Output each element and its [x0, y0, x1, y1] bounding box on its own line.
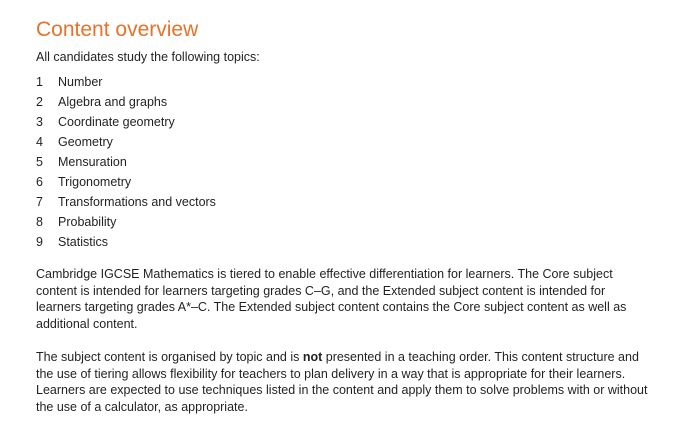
paragraph-line	[36, 349, 666, 366]
topic-label: Mensuration	[58, 155, 127, 169]
topic-label: Trigonometry	[58, 175, 132, 189]
list-item	[36, 172, 216, 192]
paragraph-line: additional content.	[36, 316, 138, 331]
topic-label: Coordinate geometry	[58, 115, 175, 129]
topic-label: Geometry	[58, 135, 113, 149]
list-item	[36, 232, 216, 252]
text-run: presented in a teaching order. This content structure and	[322, 350, 639, 364]
topic-number: 4	[36, 135, 43, 149]
paragraph-line: learners targeting grades A*–C. The Extended subject content contains the Core subject content as well as	[36, 300, 627, 314]
topic-number: 7	[36, 195, 43, 209]
tiering-paragraph	[36, 266, 666, 332]
page-title: Content overview	[36, 18, 199, 41]
topic-label: Transformations and vectors	[58, 195, 216, 209]
topic-number: 9	[36, 235, 43, 249]
topic-label: Probability	[58, 215, 117, 229]
topic-number: 3	[36, 115, 43, 129]
paragraph-line: the use of a calculator, as appropriate.	[36, 399, 248, 414]
list-item	[36, 112, 216, 132]
paragraph-line: the use of tiering allows flexibility for teachers to plan delivery in a way that is appropriate for their learners.	[36, 366, 626, 381]
topic-label: Statistics	[58, 235, 109, 249]
list-item	[36, 192, 216, 212]
topic-number: 2	[36, 95, 43, 109]
paragraph-line: content is intended for learners targeting grades C–G, and the Extended subject content is intended for	[36, 283, 606, 298]
paragraph-line: Cambridge IGCSE Mathematics is tiered to enable effective differentiation for learners. The Core subject	[36, 267, 613, 281]
structure-paragraph	[36, 349, 666, 415]
list-item	[36, 92, 216, 112]
topic-list	[36, 72, 216, 252]
emphasis-not: not	[302, 350, 323, 364]
intro-text: All candidates study the following topics:	[36, 50, 260, 64]
topic-number: 5	[36, 155, 43, 169]
topic-label: Number	[58, 75, 103, 89]
topic-label: Algebra and graphs	[58, 95, 168, 109]
paragraph-line: Learners are expected to use techniques listed in the content and apply them to solve problems with or without	[36, 383, 648, 397]
topic-number: 1	[36, 75, 43, 89]
topic-number: 6	[36, 175, 43, 189]
list-item	[36, 152, 216, 172]
list-item	[36, 132, 216, 152]
text-run: The subject content is organised by topic and is	[36, 350, 303, 364]
topic-number: 8	[36, 215, 43, 229]
list-item	[36, 72, 216, 92]
list-item	[36, 212, 216, 232]
